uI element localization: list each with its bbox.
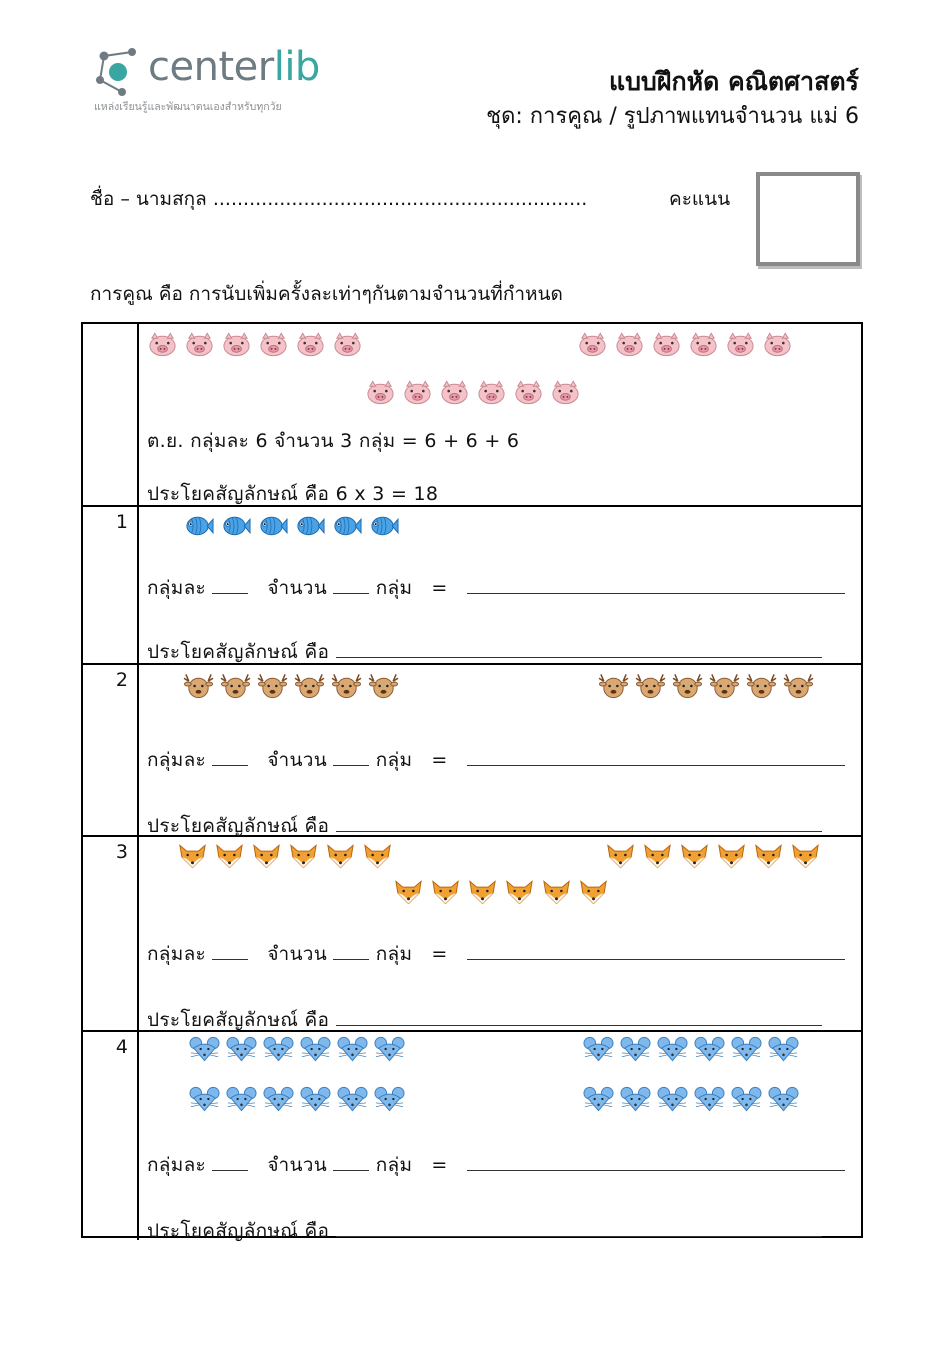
- fox-icon: [753, 843, 784, 869]
- fox-icon: [716, 843, 747, 869]
- pig-icon: [725, 332, 756, 358]
- fox-icon: [325, 843, 356, 869]
- multiplication-definition: การคูณ คือ การนับเพิ่มครั้งละเท่าๆกันตามจำนวนที่กำหนด: [90, 283, 563, 305]
- addition-answer-blank[interactable]: [467, 1152, 845, 1171]
- animal-group: [393, 879, 609, 905]
- number-column: [83, 837, 139, 1030]
- pig-icon: [402, 380, 433, 406]
- mouse-icon: [768, 1086, 799, 1112]
- pig-icon: [476, 380, 507, 406]
- mouse-icon: [583, 1086, 614, 1112]
- animal-group: [183, 673, 399, 699]
- addition-answer-blank[interactable]: [467, 747, 845, 766]
- mouse-icon: [337, 1086, 368, 1112]
- fox-icon: [679, 843, 710, 869]
- pig-icon: [184, 332, 215, 358]
- fish-icon: [183, 513, 214, 539]
- exercise-number: 3: [115, 841, 128, 863]
- pig-icon: [688, 332, 719, 358]
- exercise-row-2: [83, 665, 861, 837]
- pig-icon: [258, 332, 289, 358]
- fish-icon: [220, 513, 251, 539]
- mouse-icon: [189, 1036, 220, 1062]
- exercise-row-1: [83, 507, 861, 665]
- group-size-blank[interactable]: [212, 747, 248, 766]
- mouse-icon: [694, 1036, 725, 1062]
- logo-name: centerlib: [148, 44, 320, 90]
- deer-icon: [598, 673, 629, 699]
- fox-icon: [214, 843, 245, 869]
- fox-icon: [605, 843, 636, 869]
- logo-tagline: แหล่งเรียนรู้และพัฒนาตนเองสำหรับทุกวัย: [94, 101, 282, 113]
- number-column: [83, 507, 139, 663]
- mouse-icon: [583, 1036, 614, 1062]
- number-column: [83, 324, 139, 505]
- pig-icon: [332, 332, 363, 358]
- pig-icon: [513, 380, 544, 406]
- fox-icon: [430, 879, 461, 905]
- animal-group: [189, 1036, 405, 1062]
- mouse-icon: [263, 1086, 294, 1112]
- deer-icon: [294, 673, 325, 699]
- exercise-number: 4: [115, 1036, 128, 1058]
- number-column: [83, 665, 139, 835]
- deer-icon: [331, 673, 362, 699]
- number-column: [83, 1032, 139, 1240]
- pig-icon: [614, 332, 645, 358]
- fox-icon: [790, 843, 821, 869]
- mouse-icon: [300, 1086, 331, 1112]
- symbolic-sentence-line: ประโยคสัญลักษณ์ คือ: [147, 1005, 822, 1035]
- group-size-blank[interactable]: [212, 1152, 248, 1171]
- mouse-icon: [620, 1086, 651, 1112]
- pig-icon: [221, 332, 252, 358]
- fox-icon: [578, 879, 609, 905]
- symbolic-sentence-line: ประโยคสัญลักษณ์ คือ: [147, 811, 822, 841]
- animal-group: [365, 380, 581, 406]
- exercise-number: 2: [115, 669, 128, 691]
- pig-icon: [577, 332, 608, 358]
- mouse-icon: [731, 1086, 762, 1112]
- student-name-field[interactable]: ชื่อ – นามสกุล ..............................................................: [90, 188, 588, 210]
- fish-icon: [294, 513, 325, 539]
- exercise-number: 1: [115, 511, 128, 533]
- animal-group: [583, 1036, 799, 1062]
- pig-icon: [365, 380, 396, 406]
- mouse-icon: [694, 1086, 725, 1112]
- score-label: คะแนน: [669, 188, 731, 210]
- fox-icon: [251, 843, 282, 869]
- addition-answer-blank[interactable]: [467, 941, 845, 960]
- deer-icon: [635, 673, 666, 699]
- mouse-icon: [263, 1036, 294, 1062]
- fox-icon: [393, 879, 424, 905]
- deer-icon: [672, 673, 703, 699]
- animal-group: [583, 1086, 799, 1112]
- animal-group: [147, 332, 363, 358]
- mouse-icon: [226, 1036, 257, 1062]
- exercise-row-3: [83, 837, 861, 1032]
- animal-group: [605, 843, 821, 869]
- animal-group: [183, 513, 399, 539]
- pig-icon: [295, 332, 326, 358]
- fox-icon: [504, 879, 535, 905]
- deer-icon: [183, 673, 214, 699]
- mouse-icon: [226, 1086, 257, 1112]
- group-count-blank[interactable]: [333, 575, 369, 594]
- pig-icon: [550, 380, 581, 406]
- fish-icon: [257, 513, 288, 539]
- mouse-icon: [731, 1036, 762, 1062]
- animal-group: [598, 673, 814, 699]
- fox-icon: [467, 879, 498, 905]
- worksheet-table: [81, 322, 863, 1242]
- group-count-blank[interactable]: [333, 941, 369, 960]
- fox-icon: [177, 843, 208, 869]
- mouse-icon: [189, 1086, 220, 1112]
- mouse-icon: [374, 1036, 405, 1062]
- mouse-icon: [337, 1036, 368, 1062]
- mouse-icon: [374, 1086, 405, 1112]
- pig-icon: [439, 380, 470, 406]
- worksheet-subtitle: ชุด: การคูณ / รูปภาพแทนจำนวน แม่ 6: [486, 104, 859, 129]
- pig-icon: [762, 332, 793, 358]
- symbolic-answer-blank[interactable]: [336, 1218, 822, 1237]
- symbolic-sentence-line: ประโยคสัญลักษณ์ คือ: [147, 1216, 822, 1246]
- worksheet-title: แบบฝึกหัด คณิตศาสตร์: [608, 67, 859, 96]
- centerlib-logo: [92, 42, 352, 122]
- deer-icon: [220, 673, 251, 699]
- symbolic-sentence-line: ประโยคสัญลักษณ์ คือ: [147, 637, 822, 667]
- example-addition-line: ต.ย. กลุ่มละ 6 จำนวน 3 กลุ่ม = 6 + 6 + 6: [147, 430, 520, 452]
- fox-icon: [642, 843, 673, 869]
- score-box[interactable]: [756, 172, 860, 266]
- mouse-icon: [657, 1086, 688, 1112]
- deer-icon: [257, 673, 288, 699]
- mouse-icon: [768, 1036, 799, 1062]
- group-size-blank[interactable]: [212, 941, 248, 960]
- exercise-row-4: [83, 1032, 861, 1240]
- animal-group: [577, 332, 793, 358]
- animal-group: [189, 1086, 405, 1112]
- deer-icon: [746, 673, 777, 699]
- pig-icon: [651, 332, 682, 358]
- group-equation-line: กลุ่มละ จำนวน กลุ่ม =: [147, 939, 845, 969]
- group-size-blank[interactable]: [212, 575, 248, 594]
- example-sentence-line: ประโยคสัญลักษณ์ คือ 6 x 3 = 18: [147, 483, 439, 505]
- group-equation-line: กลุ่มละ จำนวน กลุ่ม =: [147, 573, 845, 603]
- fox-icon: [362, 843, 393, 869]
- group-count-blank[interactable]: [333, 1152, 369, 1171]
- example-row: [83, 324, 861, 507]
- symbolic-answer-blank[interactable]: [336, 639, 822, 658]
- pig-icon: [147, 332, 178, 358]
- mouse-icon: [657, 1036, 688, 1062]
- fish-icon: [368, 513, 399, 539]
- animal-group: [177, 843, 393, 869]
- group-equation-line: กลุ่มละ จำนวน กลุ่ม =: [147, 1150, 845, 1180]
- fish-icon: [331, 513, 362, 539]
- group-count-blank[interactable]: [333, 747, 369, 766]
- deer-icon: [709, 673, 740, 699]
- mouse-icon: [300, 1036, 331, 1062]
- fox-icon: [288, 843, 319, 869]
- deer-icon: [783, 673, 814, 699]
- mouse-icon: [620, 1036, 651, 1062]
- deer-icon: [368, 673, 399, 699]
- group-equation-line: กลุ่มละ จำนวน กลุ่ม =: [147, 745, 845, 775]
- fox-icon: [541, 879, 572, 905]
- logo-mark-icon: [92, 42, 148, 98]
- addition-answer-blank[interactable]: [467, 575, 845, 594]
- symbolic-answer-blank[interactable]: [336, 1007, 822, 1026]
- symbolic-answer-blank[interactable]: [336, 813, 822, 832]
